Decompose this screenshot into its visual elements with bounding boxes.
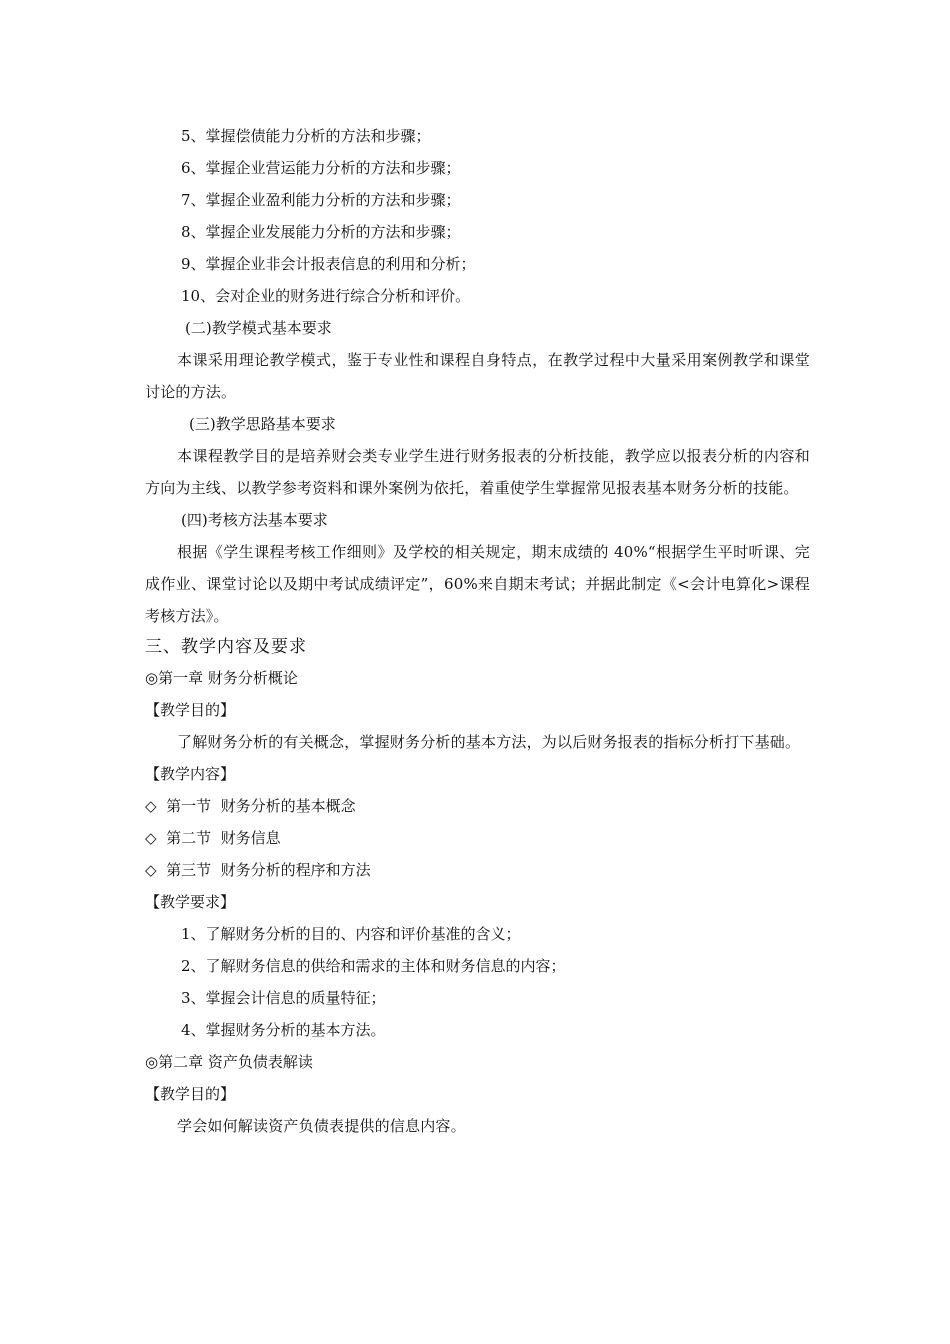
- chapter1-content-label: 【教学内容】: [145, 765, 236, 783]
- list-item: 10、会对企业的财务进行综合分析和评价。: [181, 287, 471, 305]
- chapter1-title: ◎第一章 财务分析概论: [145, 669, 298, 687]
- list-item: 8、掌握企业发展能力分析的方法和步骤；: [181, 223, 461, 241]
- teaching-mode-heading: (二)教学模式基本要求: [185, 319, 332, 337]
- chapter1-requirement-item: 2、了解财务信息的供给和需求的主体和财务信息的内容；: [181, 957, 566, 975]
- chapter1-section-item: ◇ 第二节 财务信息: [145, 829, 281, 847]
- chapter2-purpose-label: 【教学目的】: [145, 1085, 236, 1103]
- list-item: 5、掌握偿债能力分析的方法和步骤；: [181, 127, 431, 145]
- chapter1-requirement-item: 4、掌握财务分析的基本方法。: [181, 1021, 386, 1039]
- chapter1-purpose-text: 了解财务分析的有关概念，掌握财务分析的基本方法，为以后财务报表的指标分析打下基础。: [177, 733, 801, 751]
- chapter1-requirement-item: 3、掌握会计信息的质量特征；: [181, 989, 386, 1007]
- list-item: 7、掌握企业盈利能力分析的方法和步骤；: [181, 191, 461, 209]
- chapter2-purpose-text: 学会如何解读资产负债表提供的信息内容。: [177, 1117, 466, 1135]
- document-page: [145, 120, 810, 1142]
- chapter2-title: ◎第二章 资产负债表解读: [145, 1053, 313, 1071]
- teaching-approach-paragraph: 本课程教学目的是培养财会类专业学生进行财务报表的分析技能，教学应以报表分析的内容和方向为主线、以教学参考资料和课外案例为依托，着重使学生掌握常见报表基本财务分析的技能。: [145, 447, 810, 497]
- chapter1-purpose-label: 【教学目的】: [145, 701, 236, 719]
- teaching-approach-heading: (三)教学思路基本要求: [189, 415, 336, 433]
- chapter1-section-item: ◇ 第一节 财务分析的基本概念: [145, 797, 356, 815]
- section-title: 三、教学内容及要求: [145, 637, 307, 657]
- list-item: 9、掌握企业非会计报表信息的利用和分析；: [181, 255, 476, 273]
- chapter1-requirement-item: 1、了解财务分析的目的、内容和评价基准的含义；: [181, 925, 521, 943]
- chapter1-section-item: ◇ 第三节 财务分析的程序和方法: [145, 861, 371, 879]
- chapter1-requirements-label: 【教学要求】: [145, 893, 236, 911]
- assessment-heading: (四)考核方法基本要求: [181, 511, 328, 529]
- assessment-paragraph: 根据《学生课程考核工作细则》及学校的相关规定，期末成绩的 40%“根据学生平时听课、完成作业、课堂讨论以及期中考试成绩评定”，60%来自期末考试；并据此制定《<会计电算化>课程考核方法》。: [145, 543, 810, 625]
- teaching-mode-paragraph: 本课采用理论教学模式，鉴于专业性和课程自身特点，在教学过程中大量采用案例教学和课堂讨论的方法。: [145, 351, 810, 401]
- list-item: 6、掌握企业营运能力分析的方法和步骤；: [181, 159, 461, 177]
